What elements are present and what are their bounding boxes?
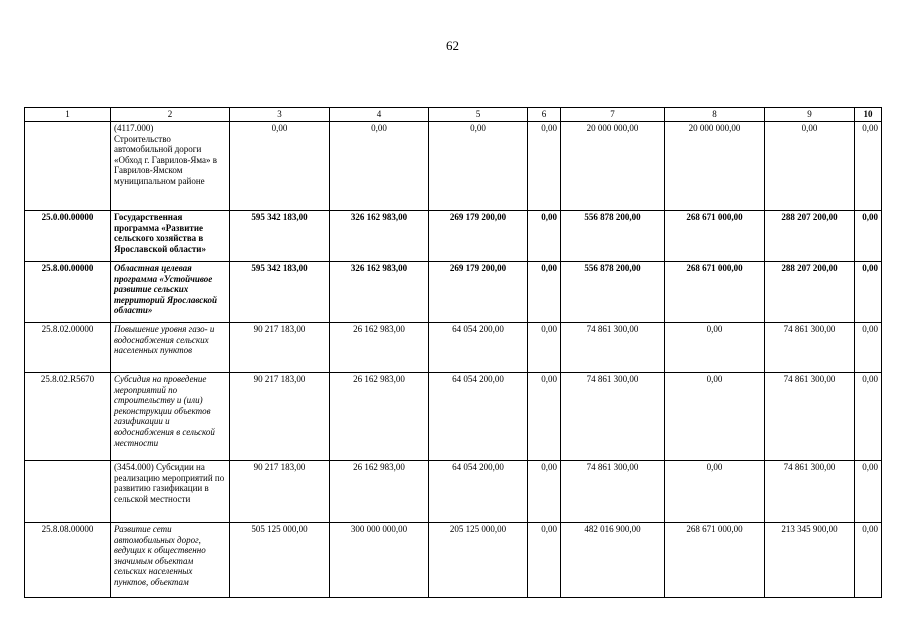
budget-table [24, 107, 882, 598]
amount-cell: 74 861 300,00 [561, 323, 665, 373]
row-code: 25.8.08.00000 [25, 523, 111, 598]
amount-cell: 0,00 [528, 523, 561, 598]
row-name [111, 523, 230, 598]
table-row [25, 373, 882, 461]
amount-cell: 64 054 200,00 [429, 373, 528, 461]
amount-cell: 0,00 [855, 122, 882, 211]
column-header: 4 [330, 108, 429, 122]
amount-cell: 556 878 200,00 [561, 262, 665, 323]
row-code: 25.8.02.R5670 [25, 373, 111, 461]
row-code [25, 122, 111, 211]
amount-cell: 213 345 900,00 [765, 523, 855, 598]
amount-cell: 0,00 [665, 373, 765, 461]
table-row [25, 262, 882, 323]
column-header: 2 [111, 108, 230, 122]
amount-cell: 0,00 [230, 122, 330, 211]
amount-cell: 74 861 300,00 [765, 461, 855, 523]
amount-cell: 556 878 200,00 [561, 211, 665, 262]
amount-cell: 269 179 200,00 [429, 262, 528, 323]
amount-cell: 268 671 000,00 [665, 523, 765, 598]
column-header: 8 [665, 108, 765, 122]
column-header: 1 [25, 108, 111, 122]
amount-cell: 74 861 300,00 [561, 461, 665, 523]
amount-cell: 0,00 [528, 122, 561, 211]
amount-cell: 0,00 [330, 122, 429, 211]
table-row [25, 122, 882, 211]
table-row [25, 323, 882, 373]
row-name: Областная целевая программа «Устойчивое развитие сельских территорий Ярославской области» [111, 262, 230, 323]
amount-cell: 0,00 [528, 262, 561, 323]
amount-cell: 0,00 [855, 373, 882, 461]
amount-cell: 26 162 983,00 [330, 373, 429, 461]
page-number: 62 [446, 38, 459, 53]
amount-cell: 0,00 [429, 122, 528, 211]
amount-cell: 0,00 [855, 211, 882, 262]
row-code [25, 461, 111, 523]
amount-cell: 0,00 [528, 461, 561, 523]
amount-cell: 74 861 300,00 [765, 323, 855, 373]
amount-cell: 268 671 000,00 [665, 211, 765, 262]
amount-cell: 64 054 200,00 [429, 323, 528, 373]
amount-cell: 90 217 183,00 [230, 461, 330, 523]
amount-cell: 0,00 [665, 323, 765, 373]
table-row [25, 461, 882, 523]
column-header: 7 [561, 108, 665, 122]
amount-cell: 20 000 000,00 [561, 122, 665, 211]
amount-cell: 205 125 000,00 [429, 523, 528, 598]
column-header: 10 [855, 108, 882, 122]
row-name: (4117.000) Строительство автомобильной дороги «Обход г. Гаврилов-Яма» в Гаврилов-Ямском муниципальном районе [111, 122, 230, 211]
row-name: Повышение уровня газо- и водоснабжения сельских населенных пунктов [111, 323, 230, 373]
row-name-text: Развитие сети автомобильных дорог, ведущих к общественно значимым объектам сельских населенных пунктов, объектам [114, 524, 206, 587]
table-header-row [25, 108, 882, 122]
amount-cell: 326 162 983,00 [330, 211, 429, 262]
amount-cell: 288 207 200,00 [765, 211, 855, 262]
column-header: 9 [765, 108, 855, 122]
amount-cell: 90 217 183,00 [230, 323, 330, 373]
amount-cell: 482 016 900,00 [561, 523, 665, 598]
table-row [25, 211, 882, 262]
amount-cell: 0,00 [665, 461, 765, 523]
amount-cell: 0,00 [528, 323, 561, 373]
amount-cell: 0,00 [765, 122, 855, 211]
amount-cell: 64 054 200,00 [429, 461, 528, 523]
row-code: 25.8.00.00000 [25, 262, 111, 323]
amount-cell: 269 179 200,00 [429, 211, 528, 262]
amount-cell: 74 861 300,00 [561, 373, 665, 461]
amount-cell: 288 207 200,00 [765, 262, 855, 323]
row-code: 25.8.02.00000 [25, 323, 111, 373]
amount-cell: 0,00 [855, 323, 882, 373]
amount-cell: 326 162 983,00 [330, 262, 429, 323]
amount-cell: 0,00 [855, 461, 882, 523]
amount-cell: 26 162 983,00 [330, 323, 429, 373]
amount-cell: 300 000 000,00 [330, 523, 429, 598]
row-name: (3454.000) Субсидии на реализацию мероприятий по развитию газификации в сельской местности [111, 461, 230, 523]
amount-cell: 595 342 183,00 [230, 262, 330, 323]
table-row [25, 523, 882, 598]
row-name: Государственная программа «Развитие сельского хозяйства в Ярославской области» [111, 211, 230, 262]
amount-cell: 0,00 [855, 262, 882, 323]
amount-cell: 26 162 983,00 [330, 461, 429, 523]
amount-cell: 268 671 000,00 [665, 262, 765, 323]
amount-cell: 74 861 300,00 [765, 373, 855, 461]
amount-cell: 0,00 [528, 211, 561, 262]
amount-cell: 90 217 183,00 [230, 373, 330, 461]
column-header: 6 [528, 108, 561, 122]
row-code: 25.0.00.00000 [25, 211, 111, 262]
row-name: Субсидия на проведение мероприятий по строительству и (или) реконструкции объектов газификации и водоснабжения в сельской местности [111, 373, 230, 461]
amount-cell: 20 000 000,00 [665, 122, 765, 211]
amount-cell: 595 342 183,00 [230, 211, 330, 262]
column-header: 5 [429, 108, 528, 122]
amount-cell: 0,00 [855, 523, 882, 598]
amount-cell: 505 125 000,00 [230, 523, 330, 598]
column-header: 3 [230, 108, 330, 122]
amount-cell: 0,00 [528, 373, 561, 461]
